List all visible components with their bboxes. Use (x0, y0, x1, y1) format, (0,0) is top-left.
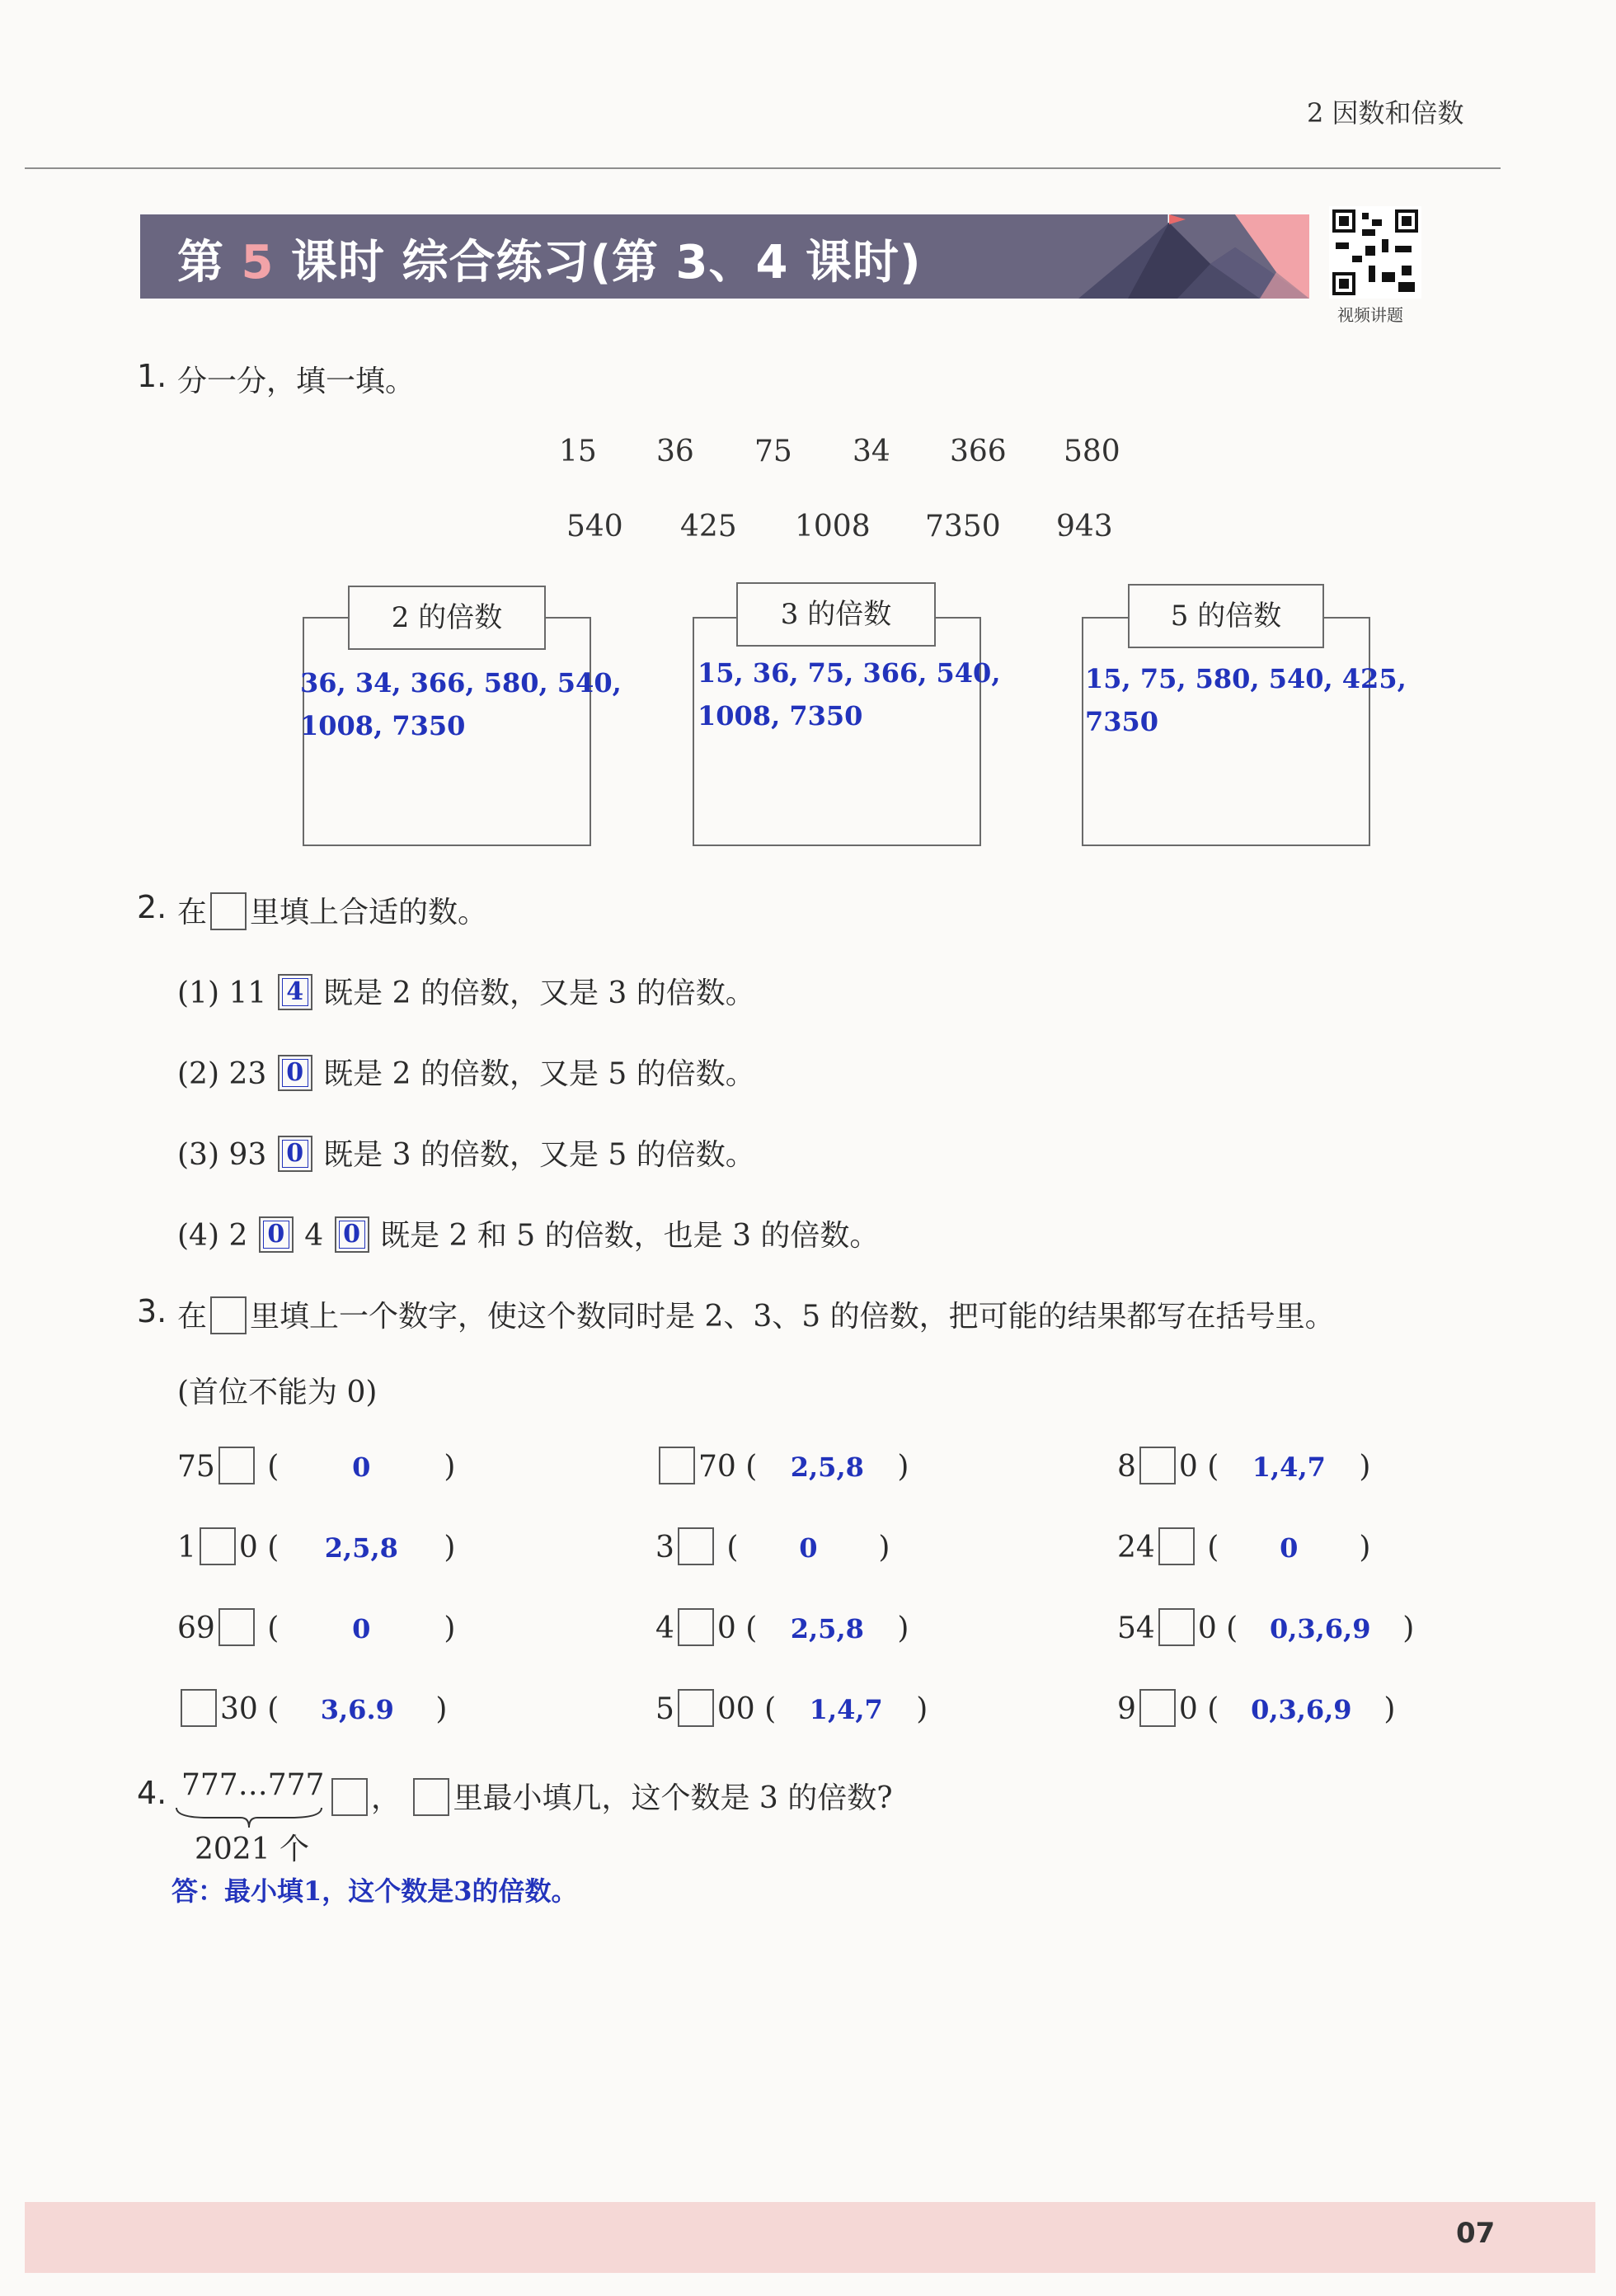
empty-box (210, 892, 247, 930)
digits-before: 9 (1117, 1692, 1136, 1726)
footer-band (25, 2202, 1595, 2273)
qr-caption: 视频讲题 (1337, 305, 1403, 325)
q4-text (328, 1775, 893, 1819)
q3-text-after: 里填上一个数字，使这个数同时是 2、3、5 的倍数，把可能的结果都写在括号里。 (250, 1300, 1335, 1334)
q3-item: 1 0 ( 2,5,8 ) (177, 1531, 455, 1569)
blank-box[interactable] (331, 1778, 368, 1816)
q1-number: 1. (137, 358, 167, 394)
blank-box[interactable] (1158, 1608, 1195, 1646)
answer-value: 2,5,8 (790, 1613, 864, 1644)
digits-before: 4 (655, 1611, 674, 1645)
answer-value: 3,6.9 (320, 1694, 394, 1725)
digits-before: 75 (177, 1450, 215, 1484)
answer-value: 1,4,7 (1252, 1451, 1326, 1483)
q4-count: 2021 个 (195, 1833, 310, 1866)
page-number: 07 (1456, 2217, 1496, 2250)
number-item: 943 (1056, 510, 1113, 543)
q2-item-3 (177, 1132, 755, 1175)
blank-box[interactable] (678, 1608, 714, 1646)
mountain-icon (963, 214, 1309, 299)
answer-value: 1,4,7 (809, 1694, 883, 1725)
empty-box (210, 1296, 247, 1334)
number-item: 1008 (795, 510, 871, 543)
q2-item-2 (177, 1051, 755, 1094)
answer-box[interactable] (278, 1055, 312, 1091)
number-item: 7350 (925, 510, 1001, 543)
q3-item: 9 0 ( 0,3,6,9 ) (1117, 1692, 1395, 1730)
blank-box[interactable] (1139, 1689, 1176, 1727)
digits-before: 1 (177, 1531, 196, 1564)
group-answer-5: 15, 75, 580, 540, 425, 7350 (1085, 663, 1407, 737)
blank-box[interactable] (1158, 1527, 1195, 1565)
digits-after: 30 (220, 1692, 258, 1726)
answer-box[interactable] (335, 1216, 369, 1253)
blank-box[interactable] (218, 1608, 255, 1646)
q2-text (177, 889, 487, 934)
answer-value: 0 (352, 1613, 371, 1644)
digits-before: 5 (655, 1692, 674, 1726)
digits-after: 0 (238, 1531, 258, 1564)
blank-box[interactable] (678, 1689, 714, 1727)
group-label-3: 3 的倍数 (736, 582, 936, 647)
blank-box[interactable] (678, 1527, 714, 1565)
blank-box[interactable] (659, 1447, 695, 1484)
answer-box[interactable] (278, 1136, 312, 1172)
q2-item-suffix: 既是 2 的倍数，又是 5 的倍数。 (323, 1057, 755, 1091)
q2-item-prefix: (2) 23 (177, 1057, 267, 1091)
digits-before: 54 (1117, 1611, 1155, 1645)
answer-box[interactable] (259, 1216, 294, 1253)
q4-digits: 777…777 (181, 1768, 325, 1802)
digits-before: 3 (655, 1531, 674, 1564)
answer-value: 0 (282, 1140, 308, 1168)
qr-code-icon[interactable] (1329, 206, 1421, 299)
digits-after: 70 (698, 1450, 736, 1484)
digits-after: 0 (1197, 1611, 1217, 1645)
q3-item: 5 00 ( 1,4,7 ) (655, 1692, 928, 1730)
q3-item: 3 ( 0 ) (655, 1531, 890, 1569)
title-rest: 课时 综合练习(第 3、4 课时) (274, 236, 922, 289)
q3-item: 70 ( 2,5,8 ) (655, 1450, 909, 1488)
q2-number: 2. (137, 889, 167, 925)
digits-after: 0 (1178, 1692, 1198, 1726)
q2-item-suffix: 既是 2 的倍数，又是 3 的倍数。 (323, 976, 755, 1010)
answer-value: 2,5,8 (790, 1451, 864, 1483)
empty-box (413, 1778, 449, 1816)
number-item: 540 (566, 510, 623, 543)
q4-separator: ， (371, 1781, 402, 1815)
header-rule (25, 167, 1501, 169)
number-item: 425 (680, 510, 737, 543)
digits-after: 0 (1178, 1450, 1198, 1484)
q3-text (177, 1293, 1335, 1338)
group-answer-2: 36, 34, 366, 580, 540, 1008, 7350 (300, 667, 622, 741)
answer-value: 0 (282, 1059, 308, 1087)
q3-item: 4 0 ( 2,5,8 ) (655, 1611, 909, 1649)
digits-before: 69 (177, 1611, 215, 1645)
q3-number: 3. (137, 1293, 167, 1329)
q2-item-suffix: 既是 2 和 5 的倍数，也是 3 的倍数。 (380, 1219, 880, 1253)
lesson-banner (140, 214, 1309, 299)
answer-value: 0 (263, 1221, 289, 1249)
digits-before: 24 (1117, 1531, 1155, 1564)
q3-item: 30 ( 3,6.9 ) (177, 1692, 447, 1730)
answer-value: 0 (339, 1221, 365, 1249)
q2-text-after: 里填上合适的数。 (250, 896, 488, 929)
q2-item-1 (177, 970, 755, 1014)
q2-item-prefix: (4) 2 (177, 1219, 248, 1253)
q4-answer: 答：最小填1，这个数是3的倍数。 (171, 1875, 578, 1907)
title-number: 5 (241, 236, 275, 289)
number-item: 75 (754, 435, 792, 468)
q2-item-prefix: (3) 93 (177, 1138, 267, 1172)
number-item: 580 (1064, 435, 1120, 468)
q2-item-4 (177, 1212, 879, 1256)
q4-number: 4. (137, 1775, 167, 1811)
group-label-2: 2 的倍数 (348, 586, 546, 650)
q2-text-before: 在 (177, 896, 208, 929)
chapter-heading: 2 因数和倍数 (1307, 97, 1464, 129)
blank-box[interactable] (218, 1447, 255, 1484)
answer-value: 2,5,8 (324, 1532, 398, 1564)
q3-item: 54 0 ( 0,3,6,9 ) (1117, 1611, 1414, 1649)
blank-box[interactable] (1139, 1447, 1176, 1484)
q3-item: 75 ( 0 ) (177, 1450, 455, 1488)
blank-box[interactable] (181, 1689, 217, 1727)
digits-after: 00 (716, 1692, 755, 1726)
title-prefix: 第 (177, 236, 242, 289)
number-item: 366 (950, 435, 1007, 468)
answer-value: 0 (1280, 1532, 1299, 1564)
answer-box[interactable] (278, 974, 312, 1010)
number-item: 34 (853, 435, 890, 468)
q3-note: (首位不能为 0) (177, 1376, 378, 1409)
group-answer-3: 15, 36, 75, 366, 540, 1008, 7350 (698, 657, 1001, 732)
answer-value: 0 (352, 1451, 371, 1483)
q3-item: 69 ( 0 ) (177, 1611, 455, 1649)
q3-item: 8 0 ( 1,4,7 ) (1117, 1450, 1370, 1488)
q3-item: 24 ( 0 ) (1117, 1531, 1370, 1569)
digits-before: 8 (1117, 1450, 1136, 1484)
q2-item-suffix: 既是 3 的倍数，又是 5 的倍数。 (323, 1138, 755, 1172)
answer-value: 0 (799, 1532, 818, 1564)
blank-box[interactable] (200, 1527, 236, 1565)
q4-question: 里最小填几，这个数是 3 的倍数? (453, 1781, 893, 1815)
q3-text-before: 在 (177, 1300, 208, 1334)
number-item: 36 (656, 435, 694, 468)
q2-item-prefix: (1) 11 (177, 976, 267, 1010)
q1-text: 分一分，填一填。 (177, 365, 416, 398)
lesson-title (177, 226, 922, 292)
answer-value: 4 (282, 978, 308, 1006)
answer-value: 0,3,6,9 (1251, 1694, 1352, 1725)
q2-item-mid: 4 (304, 1219, 324, 1253)
digits-after: 0 (716, 1611, 736, 1645)
answer-value: 0,3,6,9 (1269, 1613, 1371, 1644)
group-label-5: 5 的倍数 (1128, 584, 1324, 648)
number-item: 15 (559, 435, 597, 468)
